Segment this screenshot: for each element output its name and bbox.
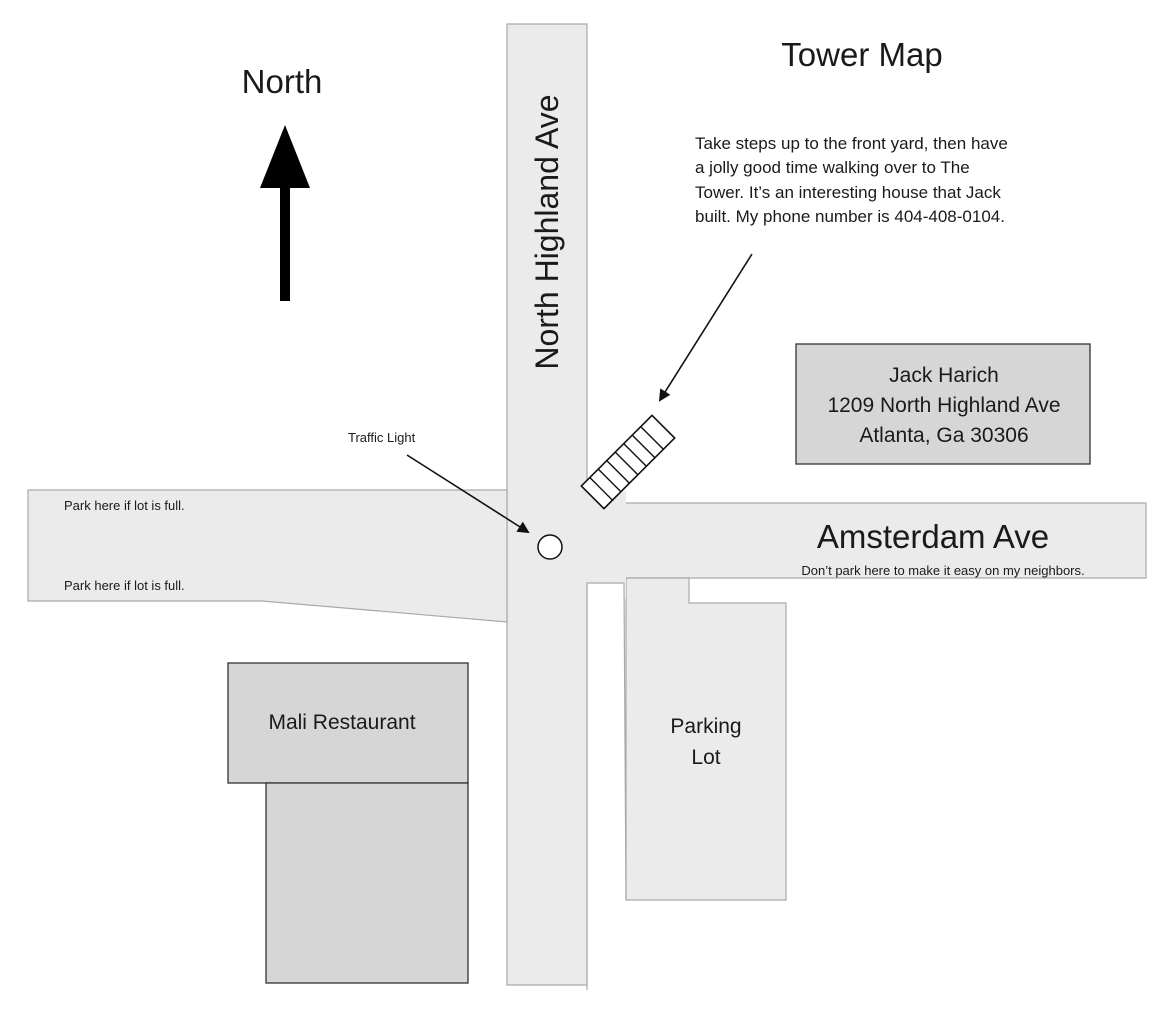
directions-line: Take steps up to the front yard, then have bbox=[695, 134, 1008, 153]
north-label: North bbox=[241, 63, 323, 100]
median-gap bbox=[588, 583, 625, 993]
address-name: Jack Harich bbox=[889, 364, 999, 387]
parking-lot-line: Parking bbox=[670, 715, 742, 738]
directions-note bbox=[695, 134, 1008, 226]
street-label-amsterdam: Amsterdam Ave bbox=[816, 518, 1050, 555]
amsterdam-parking-note: Don’t park here to make it easy on my neighbors. bbox=[801, 563, 1085, 578]
traffic-light-label: Traffic Light bbox=[348, 430, 416, 445]
steps-icon bbox=[581, 415, 674, 508]
street-label-north-highland: North Highland Ave bbox=[529, 94, 565, 370]
directions-line: Tower. It’s an interesting house that Jack bbox=[695, 183, 1001, 202]
parking-lot-line: Lot bbox=[691, 746, 721, 769]
traffic-light-icon bbox=[538, 535, 562, 559]
directions-line: built. My phone number is 404-408-0104. bbox=[695, 207, 1005, 226]
restaurant-label: Mali Restaurant bbox=[268, 711, 416, 734]
mali-restaurant-annex bbox=[266, 783, 468, 983]
address-city: Atlanta, Ga 30306 bbox=[859, 424, 1029, 447]
parking-lot-area bbox=[626, 578, 786, 900]
directions-line: a jolly good time walking over to The bbox=[695, 158, 970, 177]
map-title: Tower Map bbox=[781, 36, 943, 73]
north-arrow-icon bbox=[260, 125, 310, 301]
address-street: 1209 North Highland Ave bbox=[827, 394, 1061, 417]
parking-note-upper: Park here if lot is full. bbox=[64, 498, 185, 513]
steps-pointer-arrow bbox=[660, 254, 752, 400]
parking-note-lower: Park here if lot is full. bbox=[64, 578, 185, 593]
